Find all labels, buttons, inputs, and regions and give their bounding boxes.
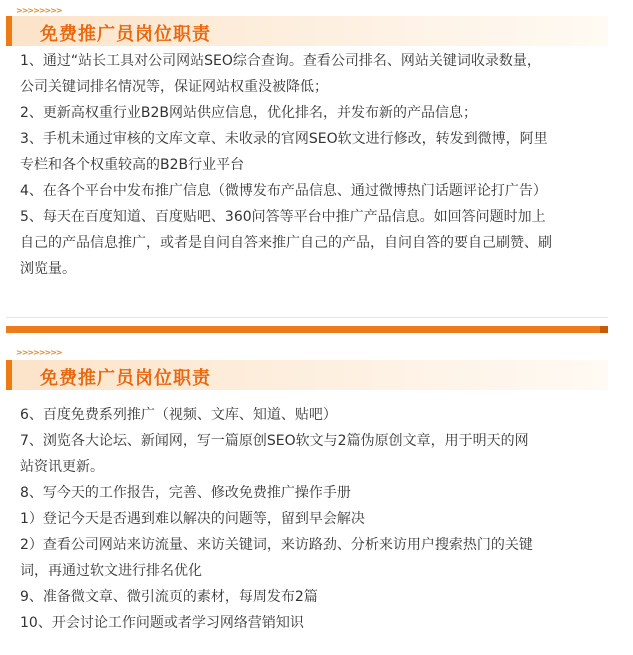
duty-line: 4、在各个平台中发布推广信息（微博发布产品信息、通过微博热门话题评论打广告） bbox=[20, 183, 547, 199]
duty-line: 专栏和各个权重较高的B2B行业平台 bbox=[20, 157, 245, 173]
duty-line: 8、写今天的工作报告，完善、修改免费推广操作手册 bbox=[20, 485, 351, 501]
duty-line: 公司关键词排名情况等，保证网站权重没被降低； bbox=[20, 79, 328, 95]
title-accent-bar bbox=[6, 16, 12, 46]
duty-line: 2）查看公司网站来访流量、来访关键词，来访路劲、分析来访用户搜索热门的关键 bbox=[20, 537, 533, 553]
duty-line: 1、通过“站长工具对公司网站SEO综合查询。查看公司排名、网站关键词收录数量， bbox=[20, 53, 541, 69]
duty-line: 3、手机未通过审核的文库文章、未收录的官网SEO软文进行修改，转发到微博，阿里 bbox=[20, 131, 548, 147]
title-accent-bar bbox=[6, 360, 12, 390]
duty-card-1 bbox=[6, 0, 608, 318]
duty-line: 词，再通过软文进行排名优化 bbox=[20, 563, 202, 579]
section-body bbox=[20, 402, 594, 636]
section-title-bar bbox=[6, 16, 608, 46]
section-divider bbox=[6, 326, 608, 333]
section-title: 免费推广员岗位职责 bbox=[40, 24, 211, 45]
duty-line: 5、每天在百度知道、百度贴吧、360问答等平台中推广产品信息。如回答问题时加上 bbox=[20, 209, 546, 225]
duty-line: 6、百度免费系列推广（视频、文库、知道、贴吧） bbox=[20, 407, 337, 423]
arrow-decoration: >>>>>>>> bbox=[16, 6, 62, 15]
duty-line: 2、更新高权重行业B2B网站供应信息，优化排名，并发布新的产品信息； bbox=[20, 105, 478, 121]
duty-line: 浏览量。 bbox=[20, 261, 76, 277]
duty-line: 7、浏览各大论坛、新闻网，写一篇原创SEO软文与2篇伪原创文章，用于明天的网 bbox=[20, 433, 529, 449]
duty-card-2 bbox=[6, 340, 608, 655]
section-body bbox=[20, 48, 594, 282]
section-divider-end bbox=[600, 326, 608, 333]
arrow-decoration: >>>>>>>> bbox=[16, 348, 62, 357]
duty-line: 站资讯更新。 bbox=[20, 459, 104, 475]
section-title-bar bbox=[6, 360, 608, 390]
duty-line: 9、准备微文章、微引流页的素材，每周发布2篇 bbox=[20, 589, 318, 605]
duty-line: 1）登记今天是否遇到难以解决的问题等，留到早会解决 bbox=[20, 511, 365, 527]
duty-line: 10、开会讨论工作问题或者学习网络营销知识 bbox=[20, 615, 304, 631]
duty-line: 自己的产品信息推广，或者是自问自答来推广自己的产品，自问自答的要自己刷赞、刷 bbox=[20, 235, 552, 251]
section-title: 免费推广员岗位职责 bbox=[40, 368, 211, 389]
